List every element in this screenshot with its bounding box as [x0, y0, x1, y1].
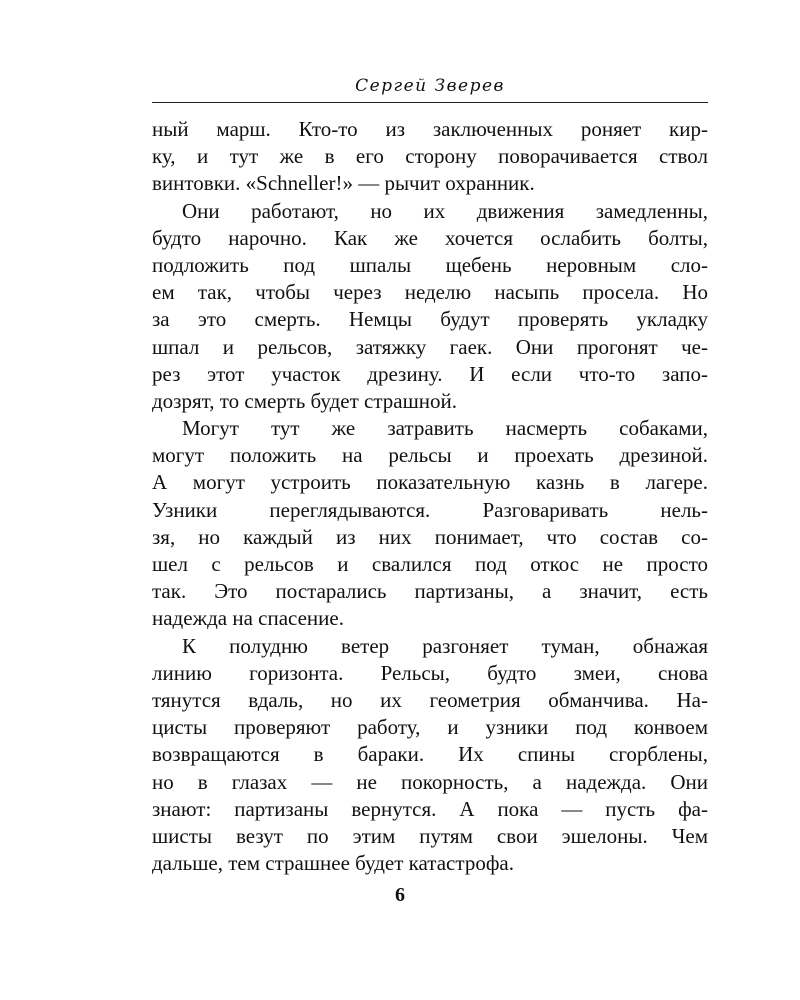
- text-line: подложить под шпалы щебень неровным сло-: [152, 252, 708, 277]
- text-line: дальше, тем страшнее будет катастрофа.: [152, 851, 514, 876]
- text-line: будто нарочно. Как же хочется ослабить болты,: [152, 225, 708, 250]
- running-head-author: Сергей Зверев: [152, 70, 708, 103]
- text-line: зя, но каждый из них понимает, что состав со-: [152, 524, 708, 549]
- text-line: Могут тут же затравить насмерть собаками,: [182, 416, 708, 441]
- text-line: винтовки. «Schneller!» — рычит охранник.: [152, 171, 535, 196]
- text-line: возвращаются в бараки. Их спины сгорблены,: [152, 742, 708, 767]
- text-line: К полудню ветер разгоняет туман, обнажая: [182, 633, 708, 658]
- text-line: рез этот участок дрезину. И если что-то запо-: [152, 361, 708, 386]
- text-line: так. Это постарались партизаны, а значит, есть: [152, 579, 708, 604]
- text-line: могут положить на рельсы и проехать дрезиной.: [152, 443, 708, 468]
- text-line: шпал и рельсов, затяжку гаек. Они прогонят че-: [152, 334, 708, 359]
- text-line: Узники переглядываются. Разговаривать нель-: [152, 497, 708, 522]
- text-line: но в глазах — не покорность, а надежда. Они: [152, 769, 708, 794]
- text-line: ный марш. Кто-то из заключенных роняет кир-: [152, 117, 708, 141]
- text-line: Они работают, но их движения замедленны,: [182, 198, 708, 223]
- text-line: линию горизонта. Рельсы, будто змеи, снова: [152, 660, 708, 685]
- text-line: знают: партизаны вернутся. А пока — пусть фа-: [152, 796, 708, 821]
- page-body-text: [152, 116, 708, 877]
- text-line: цисты проверяют работу, и узники под конвоем: [152, 715, 708, 740]
- text-line: за это смерть. Немцы будут проверять укладку: [152, 307, 708, 332]
- text-line: шисты везут по этим путям свои эшелоны. Чем: [152, 823, 708, 848]
- text-line: шел с рельсов и свалился под откос не просто: [152, 552, 708, 576]
- page-number: 6: [395, 884, 405, 906]
- text-line: ку, и тут же в его сторону поворачивается ствол: [152, 144, 708, 169]
- text-line: А могут устроить показательную казнь в лагере.: [152, 470, 708, 495]
- text-line: тянутся вдаль, но их геометрия обманчива. На-: [152, 687, 708, 712]
- text-line: надежда на спасение.: [152, 606, 344, 631]
- text-line: дозрят, то смерть будет страшной.: [152, 388, 458, 413]
- text-line: ем так, чтобы через неделю насыпь просела. Но: [152, 280, 708, 305]
